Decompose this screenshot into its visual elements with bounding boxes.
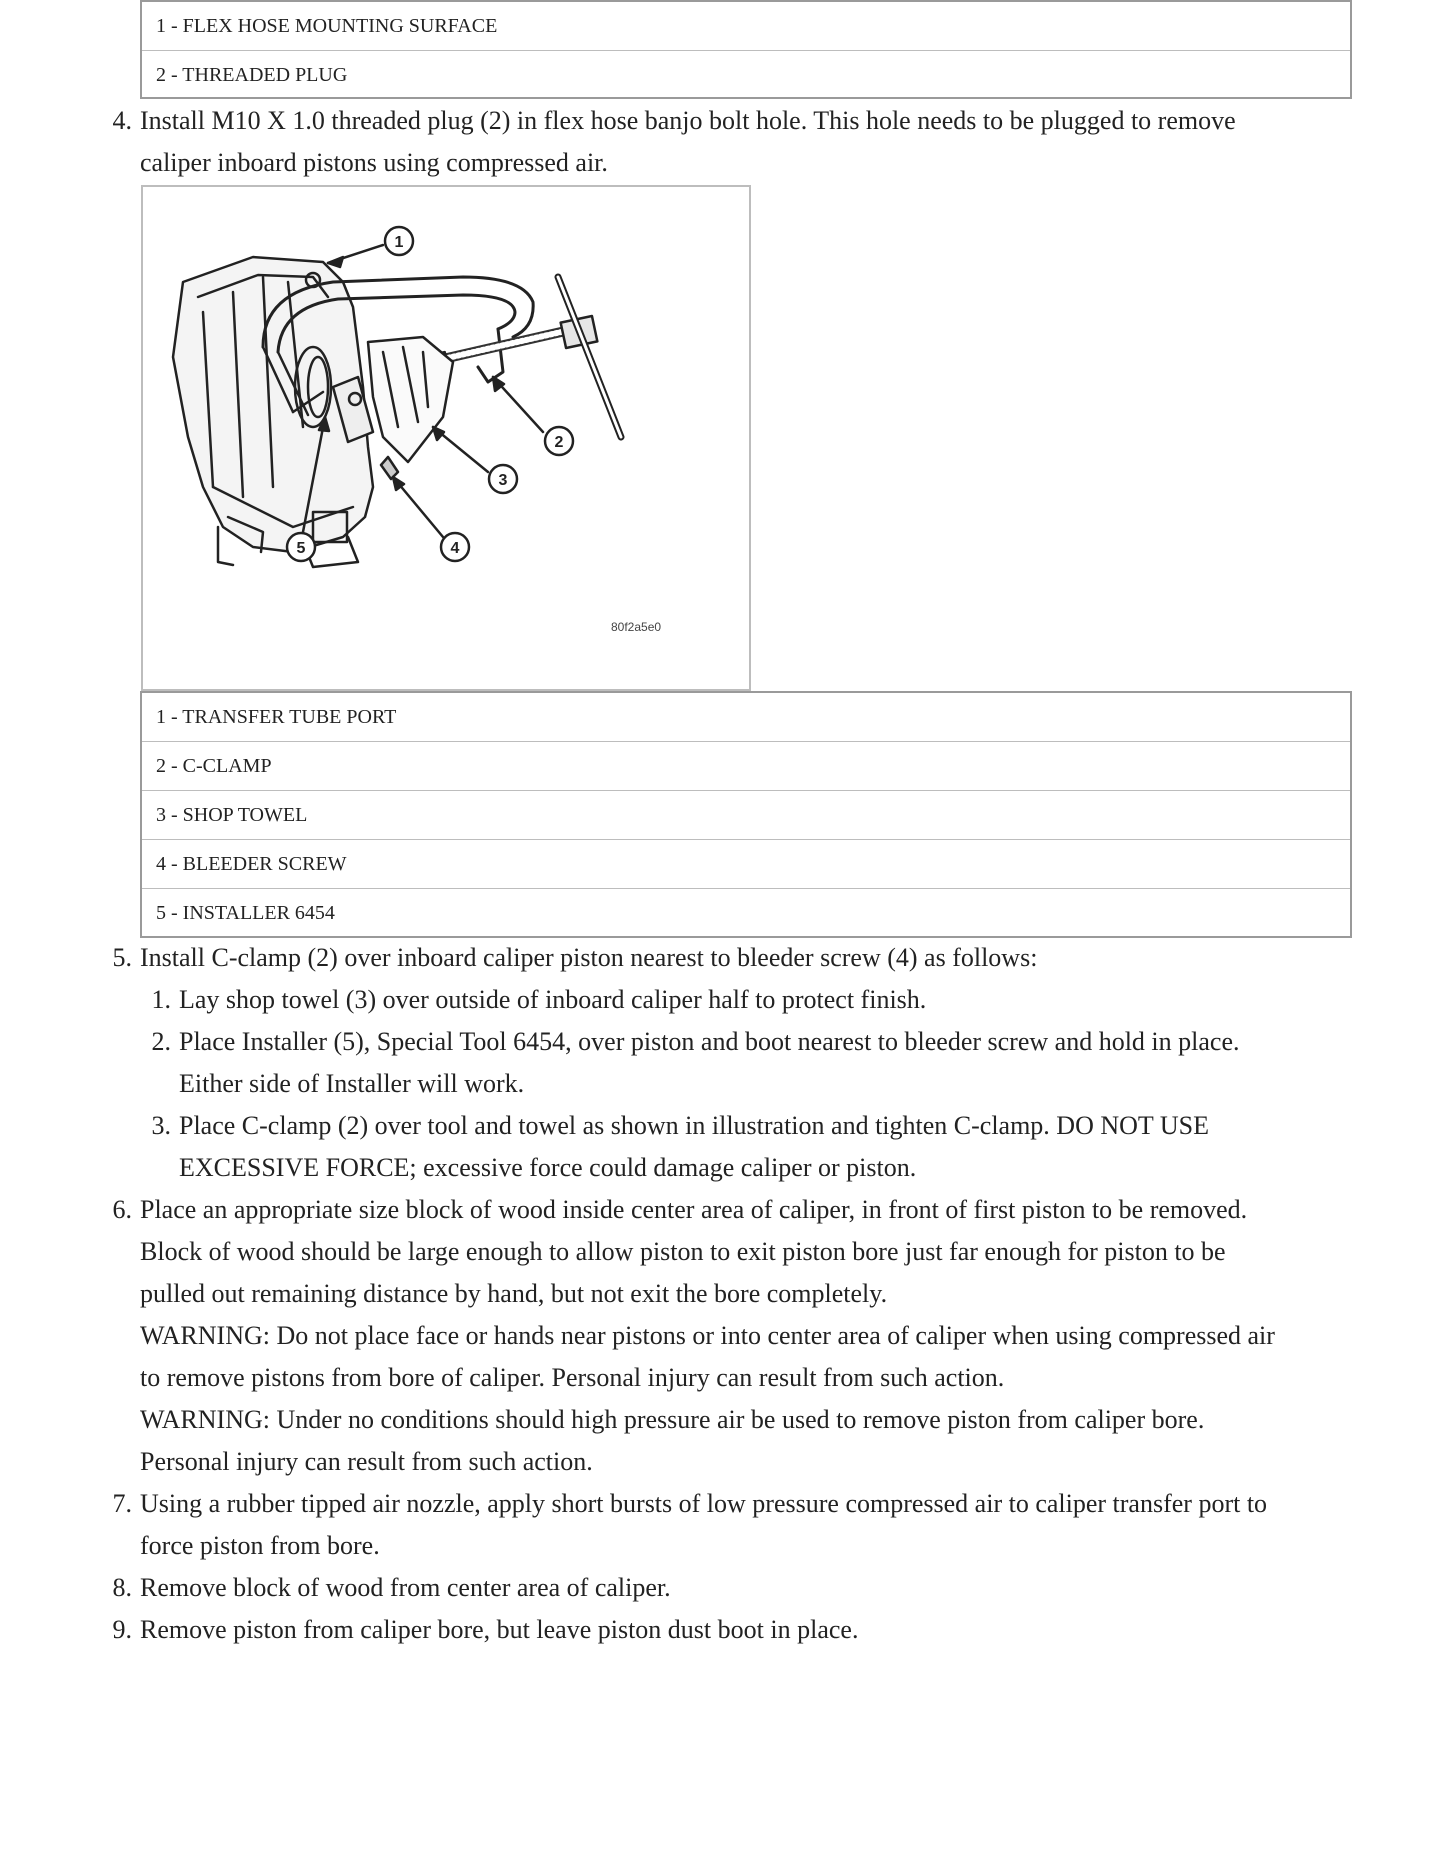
legend-table-top [140, 0, 1352, 99]
step-text: force piston from bore. [140, 1531, 380, 1560]
step-text: Install C-clamp (2) over inboard caliper piston nearest to bleeder screw (4) as follows: [140, 943, 1038, 972]
step-number: 5. [112, 943, 132, 972]
step-number: 4. [112, 106, 132, 135]
step-text: Using a rubber tipped air nozzle, apply short bursts of low pressure compressed air to caliper transfer port to [140, 1489, 1268, 1518]
callout-2: 2 [554, 434, 564, 451]
substep-number: 1. [151, 985, 171, 1014]
step-number: 7. [112, 1489, 132, 1518]
substep-number: 3. [151, 1111, 171, 1140]
legend-row: 2 - THREADED PLUG [156, 64, 348, 86]
substep-text: Place Installer (5), Special Tool 6454, over piston and boot nearest to bleeder screw and hold in place. [179, 1027, 1240, 1056]
step-number: 8. [112, 1573, 132, 1602]
step-text: caliper inboard pistons using compressed air. [140, 148, 608, 177]
step-number: 6. [112, 1195, 132, 1224]
warning-text: Personal injury can result from such action. [140, 1447, 593, 1476]
substep-text: EXCESSIVE FORCE; excessive force could damage caliper or piston. [179, 1153, 917, 1182]
substep-number: 2. [151, 1027, 171, 1056]
callout-5: 5 [296, 540, 306, 557]
step-number: 9. [112, 1615, 132, 1644]
legend-row: 1 - TRANSFER TUBE PORT [142, 693, 1350, 742]
substep-text: Either side of Installer will work. [179, 1069, 525, 1098]
legend-row: 3 - SHOP TOWEL [142, 791, 1350, 840]
step-text: Remove block of wood from center area of caliper. [140, 1573, 671, 1602]
legend-row: 2 - C-CLAMP [142, 742, 1350, 791]
warning-text: WARNING: Under no conditions should high pressure air be used to remove piston from caliper bore. [140, 1405, 1205, 1434]
step-text: pulled out remaining distance by hand, but not exit the bore completely. [140, 1279, 888, 1308]
legend-row: 1 - FLEX HOSE MOUNTING SURFACE [142, 2, 1350, 51]
step-text: Place an appropriate size block of wood inside center area of caliper, in front of first piston to be removed. [140, 1195, 1248, 1224]
step-text: Block of wood should be large enough to allow piston to exit piston bore just far enough for piston to be [140, 1237, 1226, 1266]
warning-text: to remove pistons from bore of caliper. Personal injury can result from such action. [140, 1363, 1005, 1392]
legend-table-figure [140, 691, 1352, 938]
substep-text: Place C-clamp (2) over tool and towel as shown in illustration and tighten C-clamp. DO NOT USE [179, 1111, 1209, 1140]
callout-4: 4 [450, 540, 460, 557]
warning-text: WARNING: Do not place face or hands near pistons or into center area of caliper when using compressed air [140, 1321, 1275, 1350]
callout-1: 1 [394, 234, 404, 251]
figure-code: 80f2a5e0 [611, 620, 662, 634]
caliper-c-clamp-figure [141, 185, 751, 691]
step-text: Remove piston from caliper bore, but leave piston dust boot in place. [140, 1615, 859, 1644]
legend-row: 4 - BLEEDER SCREW [142, 840, 1350, 889]
legend-row: 5 - INSTALLER 6454 [156, 902, 335, 924]
callout-3: 3 [498, 472, 508, 489]
substep-text: Lay shop towel (3) over outside of inboard caliper half to protect finish. [179, 985, 927, 1014]
step-text: Install M10 X 1.0 threaded plug (2) in flex hose banjo bolt hole. This hole needs to be plugged to remove [140, 106, 1236, 135]
